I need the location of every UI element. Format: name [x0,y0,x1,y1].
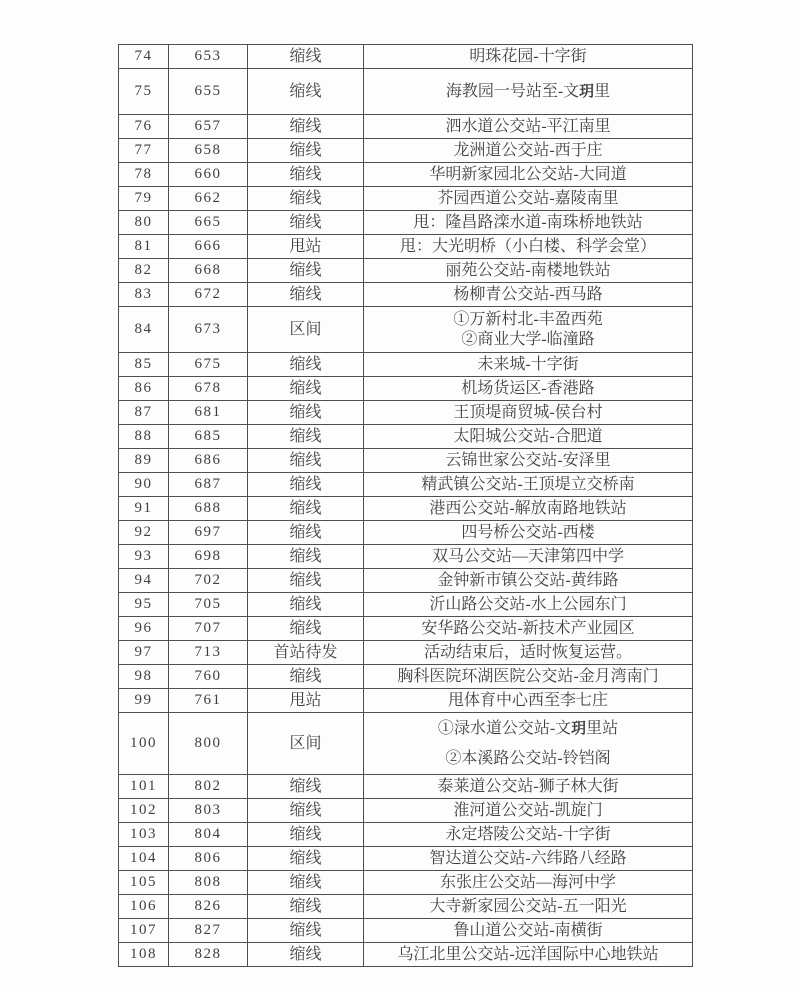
table-row [119,353,693,377]
adjustment-type-cell: 缩线 [248,847,364,871]
route-number-cell: 761 [169,689,248,713]
table-body [119,45,693,967]
row-number-cell: 75 [119,69,169,115]
route-description-cell: 王顶堤商贸城-侯台村 [364,401,693,425]
route-number-cell: 803 [169,799,248,823]
table-row [119,593,693,617]
adjustment-type-cell: 缩线 [248,799,364,823]
route-description-cell: 甩：隆昌路滦水道-南珠桥地铁站 [364,211,693,235]
table-row [119,799,693,823]
adjustment-type-cell: 缩线 [248,871,364,895]
adjustment-type-cell: 缩线 [248,45,364,69]
row-number-cell: 101 [119,775,169,799]
route-number-cell: 678 [169,377,248,401]
route-number-cell: 655 [169,69,248,115]
route-description-cell: 四号桥公交站-西楼 [364,521,693,545]
route-description-cell: 明珠花园-十字街 [364,45,693,69]
row-number-cell: 82 [119,259,169,283]
route-description-cell: 金钟新市镇公交站-黄纬路 [364,569,693,593]
route-description-cell: 泰莱道公交站-狮子林大街 [364,775,693,799]
row-number-cell: 96 [119,617,169,641]
route-description-line: ②商业大学-临潼路 [461,330,595,348]
route-description-cell: 云锦世家公交站-安泽里 [364,449,693,473]
adjustment-type-cell: 缩线 [248,353,364,377]
route-number-cell: 653 [169,45,248,69]
row-number-cell: 74 [119,45,169,69]
route-number-cell: 804 [169,823,248,847]
table-row [119,307,693,353]
row-number-cell: 95 [119,593,169,617]
route-description-cell: 东张庄公交站—海河中学 [364,871,693,895]
route-number-cell: 698 [169,545,248,569]
row-number-cell: 87 [119,401,169,425]
table-row [119,69,693,115]
route-number-cell: 707 [169,617,248,641]
row-number-cell: 89 [119,449,169,473]
adjustment-type-cell: 缩线 [248,919,364,943]
route-description-cell: 安华路公交站-新技术产业园区 [364,617,693,641]
row-number-cell: 83 [119,283,169,307]
row-number-cell: 90 [119,473,169,497]
table-row [119,115,693,139]
table-row [119,473,693,497]
route-description-cell: 乌江北里公交站-远洋国际中心地铁站 [364,943,693,967]
table-row [119,187,693,211]
table-row [119,139,693,163]
adjustment-type-cell: 缩线 [248,943,364,967]
route-number-cell: 685 [169,425,248,449]
adjustment-type-cell: 缩线 [248,473,364,497]
route-number-cell: 705 [169,593,248,617]
adjustment-type-cell: 缩线 [248,401,364,425]
adjustment-type-cell: 缩线 [248,69,364,115]
adjustment-type-cell: 缩线 [248,521,364,545]
route-description-cell: 甩：大光明桥（小白楼、科学会堂） [364,235,693,259]
table-row [119,847,693,871]
table-row [119,919,693,943]
route-description-line: ①渌水道公交站-文玥里站 [437,719,619,737]
route-number-cell: 800 [169,713,248,775]
route-number-cell: 806 [169,847,248,871]
adjustment-type-cell: 区间 [248,307,364,353]
route-description-cell [364,307,693,353]
route-description-cell: 大寺新家园公交站-五一阳光 [364,895,693,919]
route-number-cell: 660 [169,163,248,187]
route-description-cell: 双马公交站—天津第四中学 [364,545,693,569]
route-number-cell: 802 [169,775,248,799]
row-number-cell: 81 [119,235,169,259]
table-row [119,283,693,307]
route-description-cell: 龙洲道公交站-西于庄 [364,139,693,163]
row-number-cell: 80 [119,211,169,235]
adjustment-type-cell: 缩线 [248,163,364,187]
adjustment-type-cell: 缩线 [248,283,364,307]
adjustment-type-cell: 缩线 [248,211,364,235]
row-number-cell: 78 [119,163,169,187]
route-description-cell: 海教园一号站至-文玥里 [364,69,693,115]
table-row [119,665,693,689]
table-row [119,425,693,449]
route-description-cell: 芥园西道公交站-嘉陵南里 [364,187,693,211]
route-number-cell: 702 [169,569,248,593]
row-number-cell: 79 [119,187,169,211]
fallback-glyph: 玥 [579,81,595,100]
route-description-line: ①万新村北-丰盈西苑 [453,310,603,328]
table-row [119,871,693,895]
route-description-line: ②本溪路公交站-铃铛阁 [445,750,611,767]
row-number-cell: 91 [119,497,169,521]
row-number-cell: 103 [119,823,169,847]
row-number-cell: 77 [119,139,169,163]
route-number-cell: 688 [169,497,248,521]
route-description-cell: 丽苑公交站-南楼地铁站 [364,259,693,283]
route-number-cell: 713 [169,641,248,665]
adjustment-type-cell: 甩站 [248,235,364,259]
table-row [119,377,693,401]
table-row [119,521,693,545]
adjustment-type-cell: 缩线 [248,545,364,569]
route-description-cell: 淮河道公交站-凯旋门 [364,799,693,823]
route-description-cell: 机场货运区-香港路 [364,377,693,401]
table-row [119,895,693,919]
route-description-cell: 华明新家园北公交站-大同道 [364,163,693,187]
adjustment-type-cell: 区间 [248,713,364,775]
table-row [119,211,693,235]
adjustment-type-cell: 缩线 [248,823,364,847]
row-number-cell: 93 [119,545,169,569]
route-number-cell: 686 [169,449,248,473]
route-number-cell: 687 [169,473,248,497]
adjustment-type-cell: 缩线 [248,569,364,593]
row-number-cell: 94 [119,569,169,593]
table-row [119,545,693,569]
row-number-cell: 88 [119,425,169,449]
row-number-cell: 84 [119,307,169,353]
route-number-cell: 760 [169,665,248,689]
route-number-cell: 827 [169,919,248,943]
row-number-cell: 86 [119,377,169,401]
route-number-cell: 658 [169,139,248,163]
row-number-cell: 106 [119,895,169,919]
row-number-cell: 85 [119,353,169,377]
route-number-cell: 666 [169,235,248,259]
route-number-cell: 681 [169,401,248,425]
route-number-cell: 668 [169,259,248,283]
adjustment-type-cell: 缩线 [248,139,364,163]
row-number-cell: 92 [119,521,169,545]
adjustment-type-cell: 缩线 [248,775,364,799]
adjustment-type-cell: 首站待发 [248,641,364,665]
adjustment-type-cell: 缩线 [248,497,364,521]
table-row [119,401,693,425]
adjustment-type-cell: 甩站 [248,689,364,713]
row-number-cell: 102 [119,799,169,823]
row-number-cell: 100 [119,713,169,775]
route-description-cell: 甩体育中心西至李七庄 [364,689,693,713]
table-row [119,235,693,259]
adjustment-type-cell: 缩线 [248,187,364,211]
bus-route-adjustment-table [118,44,693,967]
adjustment-type-cell: 缩线 [248,377,364,401]
route-description-cell: 杨柳青公交站-西马路 [364,283,693,307]
adjustment-type-cell: 缩线 [248,449,364,473]
route-description-cell: 胸科医院环湖医院公交站-金月湾南门 [364,665,693,689]
table-row [119,163,693,187]
route-number-cell: 662 [169,187,248,211]
route-description-cell: 未来城-十字街 [364,353,693,377]
route-description-cell: 活动结束后，适时恢复运营。 [364,641,693,665]
route-description-cell: 鲁山道公交站-南横街 [364,919,693,943]
row-number-cell: 107 [119,919,169,943]
table-row [119,641,693,665]
table-row [119,449,693,473]
adjustment-type-cell: 缩线 [248,665,364,689]
row-number-cell: 76 [119,115,169,139]
route-description-cell: 港西公交站-解放南路地铁站 [364,497,693,521]
row-number-cell: 99 [119,689,169,713]
route-number-cell: 665 [169,211,248,235]
route-description-cell: 沂山路公交站-水上公园东门 [364,593,693,617]
adjustment-type-cell: 缩线 [248,115,364,139]
route-description-cell: 精武镇公交站-王顶堤立交桥南 [364,473,693,497]
route-number-cell: 673 [169,307,248,353]
route-number-cell: 808 [169,871,248,895]
route-number-cell: 672 [169,283,248,307]
adjustment-type-cell: 缩线 [248,259,364,283]
route-description-cell: 智达道公交站-六纬路八经路 [364,847,693,871]
table-row [119,689,693,713]
adjustment-type-cell: 缩线 [248,425,364,449]
adjustment-type-cell: 缩线 [248,617,364,641]
table-row [119,497,693,521]
route-description-cell: 永定塔陵公交站-十字街 [364,823,693,847]
table-row [119,259,693,283]
route-description-cell: 太阳城公交站-合肥道 [364,425,693,449]
route-number-cell: 657 [169,115,248,139]
table-row [119,775,693,799]
row-number-cell: 105 [119,871,169,895]
table-row [119,943,693,967]
table-row [119,823,693,847]
row-number-cell: 108 [119,943,169,967]
route-description-cell [364,713,693,775]
row-number-cell: 97 [119,641,169,665]
table-row [119,713,693,775]
table-row [119,617,693,641]
route-number-cell: 675 [169,353,248,377]
table-row [119,45,693,69]
table-row [119,569,693,593]
row-number-cell: 98 [119,665,169,689]
route-description-cell: 泗水道公交站-平江南里 [364,115,693,139]
route-number-cell: 697 [169,521,248,545]
route-number-cell: 828 [169,943,248,967]
fallback-glyph: 玥 [571,719,587,737]
adjustment-type-cell: 缩线 [248,593,364,617]
adjustment-type-cell: 缩线 [248,895,364,919]
row-number-cell: 104 [119,847,169,871]
route-number-cell: 826 [169,895,248,919]
